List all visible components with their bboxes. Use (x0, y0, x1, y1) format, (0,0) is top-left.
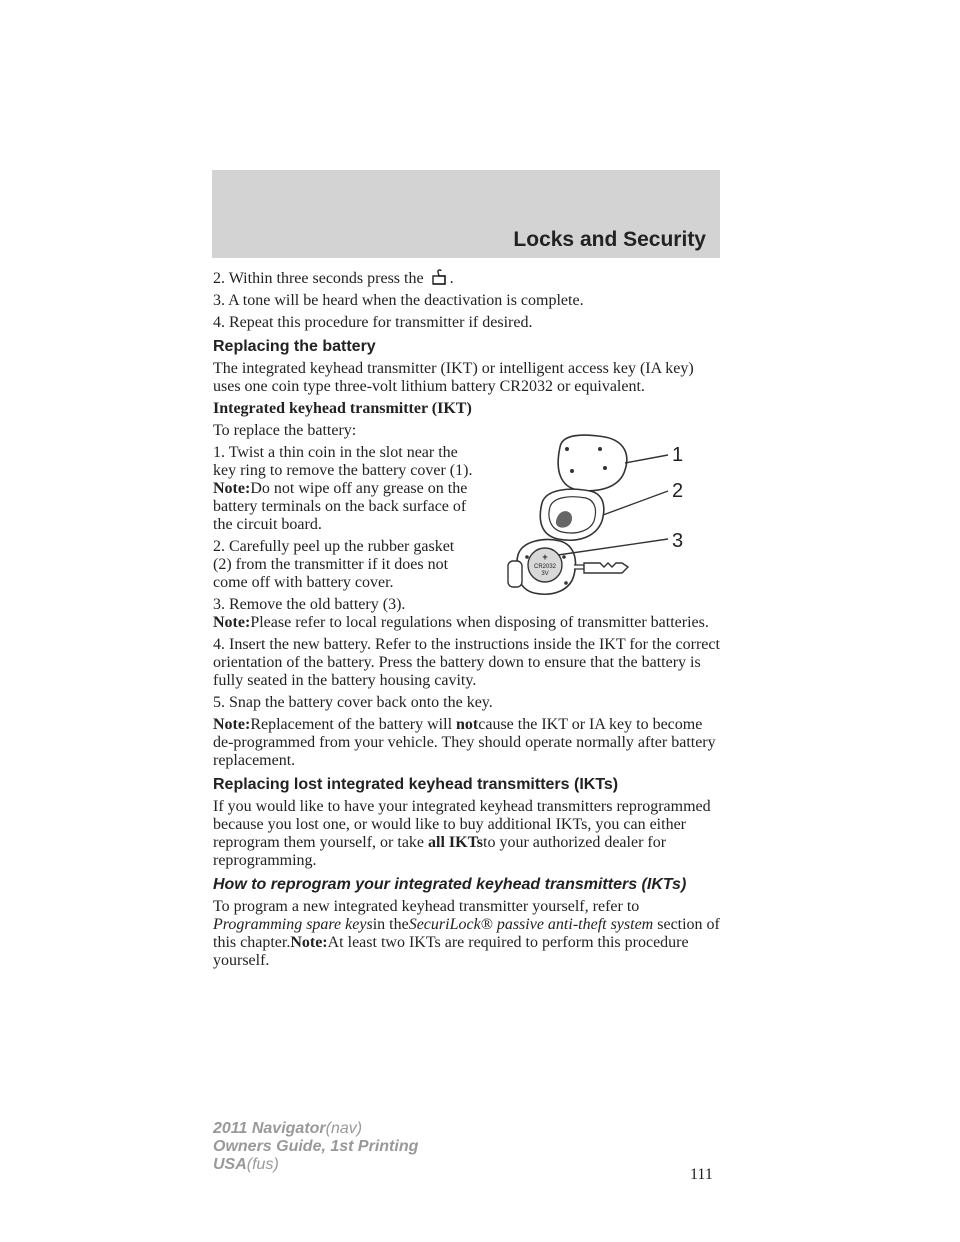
step-2: 2. Within three seconds press the . (213, 270, 454, 287)
heading-reprogram: How to reprogram your integrated keyhead transmitters (IKTs) (213, 876, 687, 893)
callout-line-1 (625, 455, 668, 463)
ikt-step-3: 3. Remove the old battery (3). Note:Please refer to local regulations when disposing of transmitter batteries. (213, 596, 709, 631)
callout-2: 2 (672, 480, 684, 502)
ikt-step-5: 5. Snap the battery cover back onto the key. (213, 694, 493, 711)
heading-replacing-battery: Replacing the battery (213, 338, 376, 355)
heading-lost-ikts: Replacing lost integrated keyhead transmitters (IKTs) (213, 776, 619, 793)
ikt-step-2: 2. Carefully peel up the rubber gasket (2) from the transmitter if it does not come off with battery cover. (213, 538, 455, 591)
para-reprogram: To program a new integrated keyhead transmitter yourself, refer to Programming spare keysin theSecuriLock® passive anti-theft system section of this chapter.Note:At least two IKTs are required to perform this procedure yourself. (213, 898, 720, 969)
battery-type-label: CR2032 (533, 564, 557, 570)
footer-edition (213, 1120, 418, 1174)
battery-voltage-label: 3V (541, 571, 549, 577)
ikt-step-1: 1. Twist a thin coin in the slot near the key ring to remove the battery cover (1). Note:Do not wipe off any grease on the battery terminals on the back surface of the circuit board. (213, 444, 473, 533)
para-lost: If you would like to have your integrated keyhead transmitters reprogrammed because you lost one, or would like to buy additional IKTs, you can either reprogram them yourself, or take all IKTsto your authorized dealer for reprogramming. (213, 798, 711, 869)
section-title: Locks and Security (513, 228, 706, 251)
step-3: 3. A tone will be heard when the deactivation is complete. (213, 292, 584, 309)
footer-line-2: Owners Guide, 1st Printing (213, 1138, 419, 1155)
key-battery-illustration (500, 425, 710, 605)
body-text (213, 268, 723, 974)
heading-ikt: Integrated keyhead transmitter (IKT) (213, 400, 472, 417)
callout-1: 1 (672, 444, 684, 466)
note-replacement: Note:Replacement of the battery will notcause the IKT or IA key to become de-programmed from your vehicle. They should operate normally after battery replacement. (213, 716, 716, 769)
callout-line-3 (558, 539, 668, 555)
step-4: 4. Repeat this procedure for transmitter if desired. (213, 314, 533, 331)
callout-3: 3 (672, 530, 684, 552)
battery-cover-part (558, 435, 627, 491)
page-number: 111 (690, 1166, 713, 1183)
to-replace: To replace the battery: (213, 422, 357, 439)
rubber-gasket-part (540, 489, 604, 540)
callout-line-2 (603, 491, 668, 515)
unlock-icon (430, 268, 448, 286)
footer-line-1: 2011 Navigator(nav) (213, 1120, 363, 1137)
ikt-step-4: 4. Insert the new battery. Refer to the instructions inside the IKT for the correct orientation of the battery. Press the battery down to ensure that the battery is fully seated in the battery housing cavity. (213, 636, 720, 689)
para-replacing: The integrated keyhead transmitter (IKT) or intelligent access key (IA key) uses one coin type three-volt lithium battery CR2032 or equivalent. (213, 360, 694, 395)
battery-plus-label: + (542, 552, 548, 562)
footer-line-3: USA(fus) (213, 1156, 279, 1173)
section-header (212, 170, 720, 258)
